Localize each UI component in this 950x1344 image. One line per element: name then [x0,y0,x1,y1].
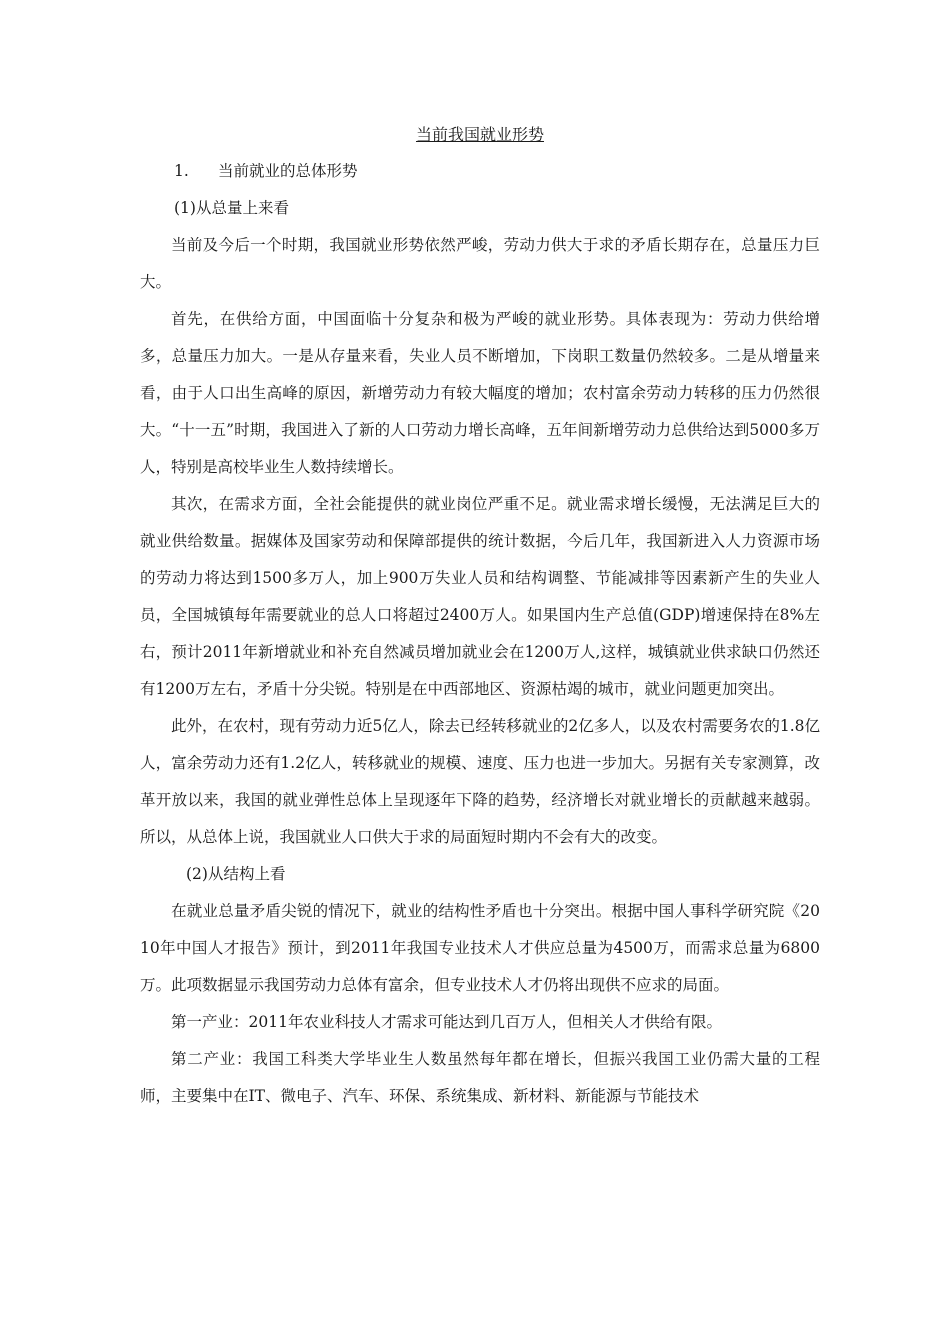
paragraph-6: 第一产业：2011年农业科技人才需求可能达到几百万人，但相关人才供给有限。 [171,1013,722,1031]
paragraph-2: 首先，在供给方面，中国面临十分复杂和极为严峻的就业形势。具体表现为：劳动力供给增多，总量压力加大。一是从存量来看，失业人员不断增加，下岗职工数量仍然较多。二是从增量来看，由于人口出生高峰的原因，新增劳动力有较大幅度的增加；农村富余劳动力转移的压力仍然很大。“十一五”时期，我国进入了新的人口劳动力增长高峰，五年间新增劳动力总供给达到5000多万人，特别是高校毕业生人数持续增长。 [140,310,820,476]
subheading-structure: (2)从结构上看 [186,865,286,883]
section-number: 1. [174,162,189,180]
paragraph-7: 第二产业：我国工科类大学毕业生人数虽然每年都在增长，但振兴我国工业仍需大量的工程师，主要集中在IT、微电子、汽车、环保、系统集成、新材料、新能源与节能技术 [140,1050,820,1105]
document-body [140,118,820,1115]
subheading-total: (1)从总量上来看 [174,199,289,217]
paragraph-1: 当前及今后一个时期，我国就业形势依然严峻，劳动力供大于求的矛盾长期存在，总量压力巨大。 [140,236,820,291]
paragraph-4: 此外，在农村，现有劳动力近5亿人，除去已经转移就业的2亿多人，以及农村需要务农的1.8亿人，富余劳动力还有1.2亿人，转移就业的规模、速度、压力也进一步加大。另据有关专家测算，改革开放以来，我国的就业弹性总体上呈现逐年下降的趋势，经济增长对就业增长的贡献越来越弱。所以，从总体上说，我国就业人口供大于求的局面短时期内不会有大的改变。 [140,717,820,846]
paragraph-5: 在就业总量矛盾尖锐的情况下，就业的结构性矛盾也十分突出。根据中国人事科学研究院《2010年中国人才报告》预计，到2011年我国专业技术人才供应总量为4500万，而需求总量为6800万。此项数据显示我国劳动力总体有富余，但专业技术人才仍将出现供不应求的局面。 [140,902,820,994]
paragraph-3: 其次，在需求方面，全社会能提供的就业岗位严重不足。就业需求增长缓慢，无法满足巨大的就业供给数量。据媒体及国家劳动和保障部提供的统计数据，今后几年，我国新进入人力资源市场的劳动力将达到1500多万人，加上900万失业人员和结构调整、节能减排等因素新产生的失业人员，全国城镇每年需要就业的总人口将超过2400万人。如果国内生产总值(GDP)增速保持在8%左右，预计2011年新增就业和补充自然减员增加就业会在1200万人,这样，城镇就业供求缺口仍然还有1200万左右，矛盾十分尖锐。特别是在中西部地区、资源枯竭的城市，就业问题更加突出。 [140,495,820,698]
section-label: 当前就业的总体形势 [218,162,358,180]
document-title: 当前我国就业形势 [415,125,544,144]
section-heading-1 [140,153,820,190]
